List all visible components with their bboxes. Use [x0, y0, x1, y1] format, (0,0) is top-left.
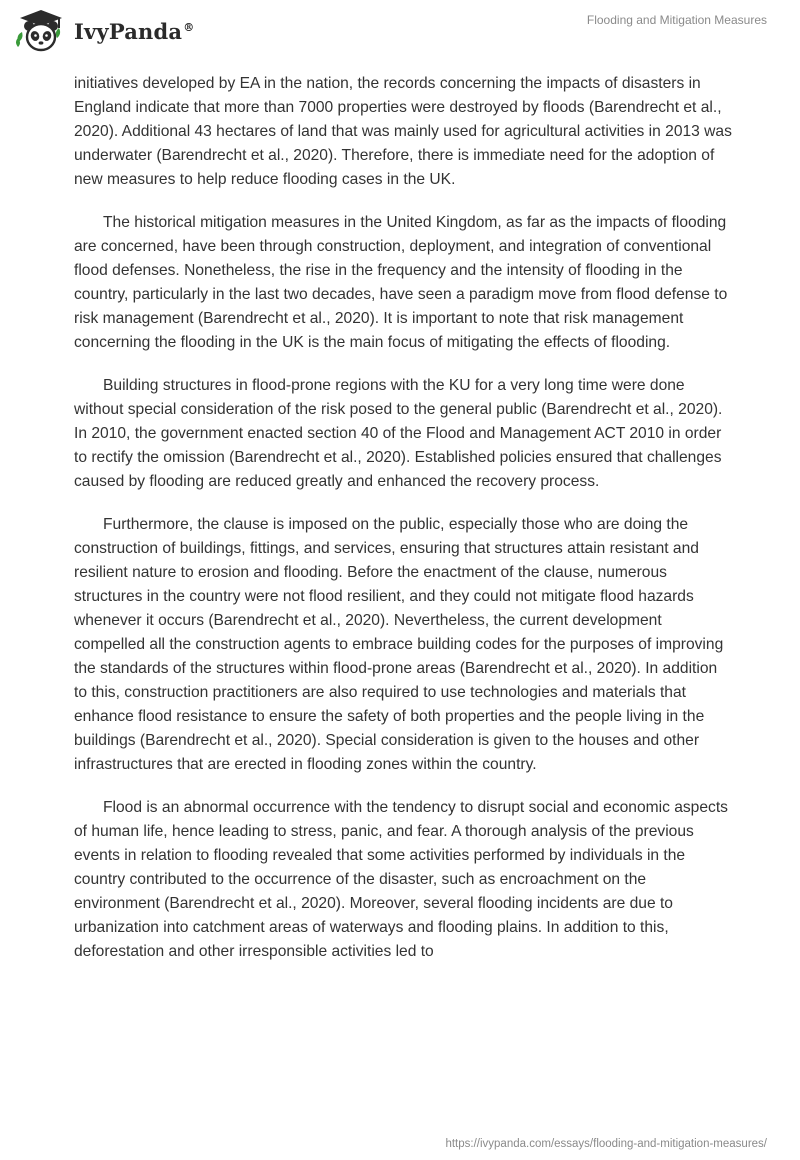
paragraph-4: Furthermore, the clause is imposed on the public, especially those who are doing the construction of buildings, fittings, and services, ensuring that structures attain resistant and resilient nature to erosion and flooding. Before the enactment of the clause, numerous structures in the country were not flood resilient, and they could not mitigate flood hazards whenever it occurs (Barendrecht et al., 2020). Nevertheless, the current development compelled all the construction agents to embrace building codes for the purposes of improving the standards of the structures within flood-prone areas (Barendrecht et al., 2020). In addition to this, construction practitioners are also required to use technologies and materials that enhance flood resistance to ensure the safety of both properties and the people living in the buildings (Barendrecht et al., 2020). Special consideration is given to the houses and other infrastructures that are erected in flooding zones within the country. — [74, 516, 724, 773]
brand-name: IvyPanda® — [74, 18, 195, 44]
footer-url[interactable]: https://ivypanda.com/essays/flooding-and-mitigation-measures/ — [445, 1138, 767, 1150]
paragraph-2: The historical mitigation measures in the United Kingdom, as far as the impacts of flooding are concerned, have been through construction, deployment, and integration of conventional flood defenses. Nonetheless, the rise in the frequency and the intensity of flooding in the country, particularly in the last two decades, have seen a paradigm move from flood defense to risk management (Barendrecht et al., 2020). It is important to note that risk management concerning the flooding in the UK is the main focus of mitigating the effects of flooding. — [74, 214, 728, 351]
paragraph-5: Flood is an abnormal occurrence with the tendency to disrupt social and economic aspects of human life, hence leading to stress, panic, and fear. A thorough analysis of the previous events in relation to flooding revealed that some activities performed by individuals in the country contributed to the occurrence of the disaster, such as encroachment on the environment (Barendrecht et al., 2020). Moreover, several flooding incidents are due to urbanization into catchment areas of waterways and flooding plains. In addition to this, deforestation and other irresponsible activities led to — [74, 799, 728, 960]
paragraph-1: initiatives developed by EA in the nation, the records concerning the impacts of disasters in England indicate that more than 7000 properties were destroyed by floods (Barendrecht et al., 2020). Additional 43 hectares of land that was mainly used for agricultural activities in 2013 was underwater (Barendrecht et al., 2020). Therefore, there is immediate need for the adoption of new measures to help reduce flooding cases in the UK. — [74, 75, 732, 188]
ivypanda-logo[interactable] — [14, 8, 194, 54]
registered-mark: ® — [183, 20, 195, 34]
panda-logo-icon — [14, 8, 68, 54]
page-header — [0, 0, 800, 62]
paragraph-3: Building structures in flood-prone regions with the KU for a very long time were done without special consideration of the risk posed to the general public (Barendrecht et al., 2020). In 2010, the government enacted section 40 of the Flood and Management ACT 2010 in order to rectify the omission (Barendrecht et al., 2020). Established policies ensured that challenges caused by flooding are reduced greatly and enhanced the recovery process. — [74, 377, 723, 490]
document-title: Flooding and Mitigation Measures — [586, 13, 767, 27]
essay-body — [74, 72, 734, 983]
